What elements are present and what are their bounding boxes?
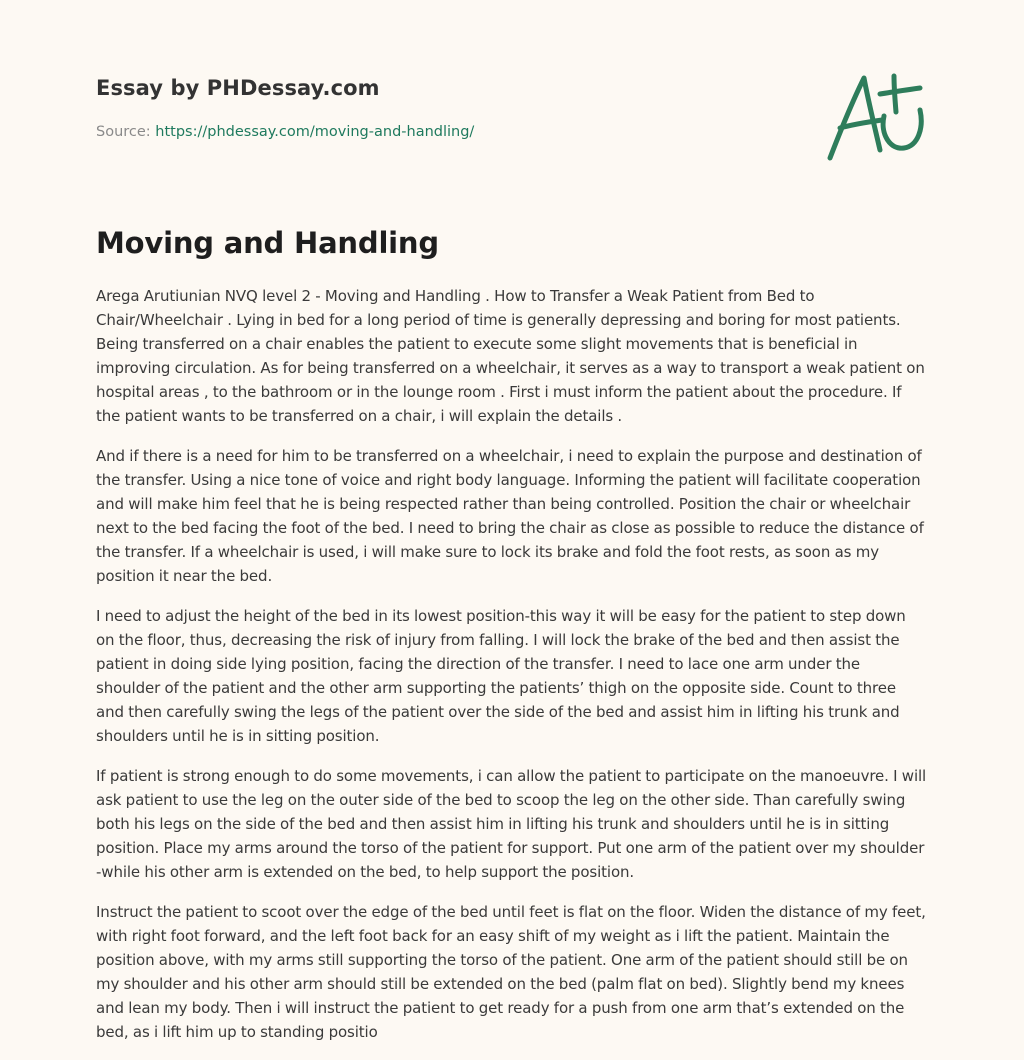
source-link[interactable]: https://phdessay.com/moving-and-handling/ (155, 124, 475, 140)
essay-body (96, 284, 928, 1060)
essay-title: Moving and Handling (96, 226, 439, 260)
essay-paragraph: Instruct the patient to scoot over the edge of the bed until feet is flat on the floor. Widen the distance of my feet, with right foot forward, and the left foot back for an easy shift of my weight as i lift the patient. Maintain the position above, with my arms still supporting the torso of the patient. One arm of the patient should still be on my shoulder and his other arm should still be extended on the bed (palm flat on bed). Slightly bend my knees and lean my body. Then i will instruct the patient to get ready for a push from one arm that’s extended on the bed, as i lift him up to standing positio (96, 903, 926, 1041)
a-plus-logo-graphic (824, 66, 928, 164)
source-label: Source: (96, 124, 156, 140)
source-line (96, 124, 474, 140)
site-title: Essay by PHDessay.com (96, 76, 380, 100)
essay-paragraph: If patient is strong enough to do some movements, i can allow the patient to participate on the manoeuvre. I will ask patient to use the leg on the outer side of the bed to scoop the leg on the other side. Than carefully swing both his legs on the side of the bed and then assist him in lifting his trunk and shoulders until he is in sitting position. Place my arms around the torso of the patient for support. Put one arm of the patient over my shoulder -while his other arm is extended on the bed, to help support the position. (96, 767, 927, 881)
essay-paragraph: Arega Arutiunian NVQ level 2 - Moving and Handling . How to Transfer a Weak Patient from Bed to Chair/Wheelchair . Lying in bed for a long period of time is generally depressing and boring for most patients. Being transferred on a chair enables the patient to execute some slight movements that is beneficial in improving circulation. As for being transferred on a wheelchair, it serves as a way to transport a weak patient on hospital areas , to the bathroom or in the lounge room . First i must inform the patient about the procedure. If the patient wants to be transferred on a chair, i will explain the details . (96, 287, 925, 425)
essay-paragraph: I need to adjust the height of the bed in its lowest position-this way it will be easy for the patient to step down on the floor, thus, decreasing the risk of injury from falling. I will lock the brake of the bed and then assist the patient in doing side lying position, facing the direction of the transfer. I need to lace one arm under the shoulder of the patient and the other arm supporting the patients’ thigh on the opposite side. Count to three and then carefully swing the legs of the patient over the side of the bed and assist him in lifting his trunk and shoulders until he is in sitting position. (96, 607, 906, 745)
essay-paragraph: And if there is a need for him to be transferred on a wheelchair, i need to explain the purpose and destination of the transfer. Using a nice tone of voice and right body language. Informing the patient will facilitate cooperation and will make him feel that he is being respected rather than being controlled. Position the chair or wheelchair next to the bed facing the foot of the bed. I need to bring the chair as close as possible to reduce the distance of the transfer. If a wheelchair is used, i will make sure to lock its brake and fold the foot rests, as soon as my position it near the bed. (96, 447, 924, 585)
a-plus-logo (824, 66, 928, 164)
